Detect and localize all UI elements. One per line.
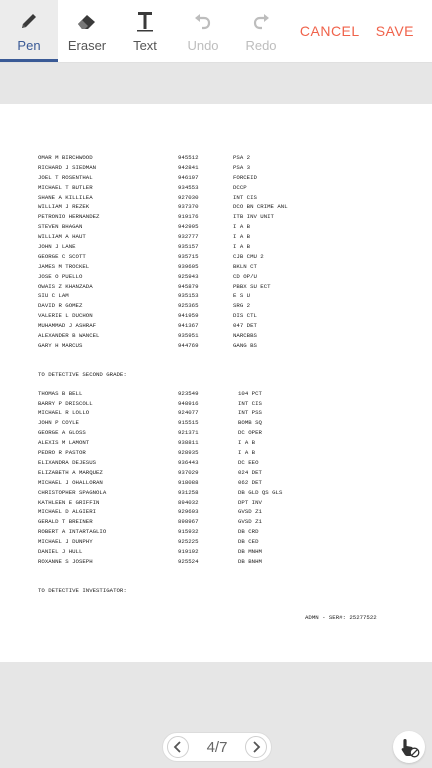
assignment: DCO BN CRIME ANL <box>233 203 288 211</box>
assignment: INT PSS <box>238 409 262 417</box>
undo-label: Undo <box>187 38 219 53</box>
tax-id: 946197 <box>178 173 199 181</box>
tax-id: 898967 <box>178 518 199 526</box>
member-name: MICHAEL D ALGIERI <box>38 508 97 516</box>
list-item <box>38 233 408 243</box>
text-label: Text <box>133 38 157 53</box>
list-item <box>38 253 408 263</box>
tax-id: 921371 <box>178 429 199 437</box>
tax-id: 937029 <box>178 468 199 476</box>
assignment: 024 DET <box>238 468 262 476</box>
member-name: MICHAEL R LOLLO <box>38 409 90 417</box>
spacer <box>38 568 408 587</box>
tax-id: 935715 <box>178 252 199 260</box>
member-name: BARRY P DRISCOLL <box>38 399 93 407</box>
assignment: DIS CTL <box>233 312 257 320</box>
text-icon <box>134 8 156 34</box>
assignment: 062 DET <box>238 478 262 486</box>
list-item <box>38 489 408 499</box>
assignment: INT CIS <box>238 399 262 407</box>
assignment: I A B <box>233 223 251 231</box>
tax-id: 939605 <box>178 262 199 270</box>
assignment: I A B <box>238 449 256 457</box>
member-name: GARY H MARCUS <box>38 341 83 349</box>
member-name: ROXANNE S JOSEPH <box>38 557 93 565</box>
member-name: JOSE O PUELLO <box>38 272 83 280</box>
tax-id: 924077 <box>178 409 199 417</box>
member-name: GERALD T BREINER <box>38 518 93 526</box>
assignment: I A B <box>238 439 256 447</box>
member-name: KATHLEEN E GRIFFIN <box>38 498 100 506</box>
assignment: BKLN CT <box>233 262 257 270</box>
assignment: SRG 2 <box>233 302 251 310</box>
list-item <box>38 400 408 410</box>
list-item <box>38 409 408 419</box>
redo-icon <box>250 8 272 34</box>
list-item <box>38 469 408 479</box>
list-item <box>38 558 408 568</box>
eraser-tool-button[interactable] <box>58 0 116 62</box>
assignment: PSA 2 <box>233 154 251 161</box>
hand-pointer-off-icon <box>398 736 420 758</box>
assignment: FORCEID <box>233 173 257 181</box>
member-name: PEDRO R PASTOR <box>38 449 86 457</box>
undo-button[interactable] <box>174 0 232 62</box>
tax-id: 931258 <box>178 488 199 496</box>
eraser-label: Eraser <box>67 38 107 53</box>
next-page-button[interactable] <box>245 736 267 758</box>
member-name: RICHARD J SIEDMAN <box>38 163 97 171</box>
text-tool-button[interactable] <box>116 0 174 62</box>
tax-id: 934553 <box>178 183 199 191</box>
save-button[interactable]: SAVE <box>375 23 414 39</box>
list-item <box>38 273 408 283</box>
document-reference: ADMN - SER#: 25277522 <box>305 614 377 621</box>
list-item <box>38 508 408 518</box>
member-name: GEORGE A GLOSS <box>38 429 86 437</box>
chevron-right-icon <box>251 741 261 753</box>
list-item <box>38 429 408 439</box>
assignment: 104 PCT <box>238 389 262 397</box>
tax-id: 942841 <box>178 163 199 171</box>
list-item <box>38 479 408 489</box>
assignment: DB MNHM <box>238 547 262 555</box>
tax-id: 935951 <box>178 332 199 340</box>
assignment: DB CED <box>238 538 259 546</box>
member-name: WILLIAM A HAUT <box>38 233 86 241</box>
member-name: OWAIS Z KHANZADA <box>38 282 93 290</box>
list-item <box>38 449 408 459</box>
member-name: MICHAEL J OHALLORAN <box>38 478 103 486</box>
assignment: BOMB SQ <box>238 419 262 427</box>
chevron-left-icon <box>173 741 183 753</box>
eraser-icon <box>75 8 99 34</box>
assignment: DPT INV <box>238 498 262 506</box>
tax-id: 925365 <box>178 302 199 310</box>
tax-id: 927030 <box>178 193 199 201</box>
list-item <box>38 292 408 302</box>
pen-icon <box>18 8 40 34</box>
tax-id: 945512 <box>178 154 199 161</box>
tax-id: 938811 <box>178 439 199 447</box>
member-name: ELIXANDRA DEJESUS <box>38 458 97 466</box>
tax-id: 935157 <box>178 243 199 251</box>
member-name: JOEL T ROSENTHAL <box>38 173 93 181</box>
assignment: CJB CMU 2 <box>233 252 264 260</box>
member-name: THOMAS B BELL <box>38 389 83 397</box>
list-item <box>38 499 408 509</box>
tax-id: 941367 <box>178 322 199 330</box>
tax-id: 915932 <box>178 528 199 536</box>
tax-id: 944769 <box>178 341 199 349</box>
assignment: DB BNHM <box>238 557 262 565</box>
list-item <box>38 203 408 213</box>
list-item <box>38 312 408 322</box>
tax-id: 929603 <box>178 508 199 516</box>
tax-id: 894032 <box>178 498 199 506</box>
member-name: STEVEN BHAGAN <box>38 223 83 231</box>
list-item <box>38 419 408 429</box>
spacer <box>38 352 408 371</box>
tax-id: 945879 <box>178 282 199 290</box>
assignment: DB GLD QS GLS <box>238 488 283 496</box>
list-item <box>38 263 408 273</box>
list-item <box>38 538 408 548</box>
tax-id: 948916 <box>178 399 199 407</box>
member-name: ROBERT A INTARTAGLIO <box>38 528 107 536</box>
tax-id: 937370 <box>178 203 199 211</box>
member-name: VALERIE L DUCHON <box>38 312 93 320</box>
list-item <box>38 322 408 332</box>
list-item <box>38 154 408 164</box>
list-item <box>38 223 408 233</box>
undo-icon <box>192 8 214 34</box>
assignment: I A B <box>233 243 251 251</box>
list-item <box>38 332 408 342</box>
list-item <box>38 194 408 204</box>
list-item <box>38 174 408 184</box>
list-item <box>38 243 408 253</box>
assignment: NARCBBS <box>233 332 257 340</box>
previous-page-button[interactable] <box>167 736 189 758</box>
assignment: I A B <box>233 233 251 241</box>
assignment: GVSD Z1 <box>238 518 262 526</box>
tax-id: 915515 <box>178 419 199 427</box>
tax-id: 932777 <box>178 233 199 241</box>
member-name: GEORGE C SCOTT <box>38 252 86 260</box>
document-text <box>38 154 408 597</box>
assignment: DC OPER <box>238 429 262 437</box>
cancel-button[interactable]: CANCEL <box>299 23 360 39</box>
member-name: ALEXANDER B WANCEL <box>38 332 100 340</box>
list-item <box>38 528 408 538</box>
promotion-list-group2 <box>38 390 408 568</box>
member-name: JAMES M TROCKEL <box>38 262 90 270</box>
document-page[interactable] <box>0 104 432 662</box>
page-navigator <box>162 732 272 762</box>
member-name: MUHAMMAD J ASHRAF <box>38 322 97 330</box>
tax-id: 941959 <box>178 312 199 320</box>
list-item <box>38 342 408 352</box>
tax-id: 936443 <box>178 458 199 466</box>
list-item <box>38 164 408 174</box>
tax-id: 935153 <box>178 292 199 300</box>
member-name: DANIEL J HULL <box>38 547 83 555</box>
member-name: DAVID R GOMEZ <box>38 302 83 310</box>
assignment: GANG BS <box>233 341 257 349</box>
member-name: WILLIAM J REZEK <box>38 203 90 211</box>
tax-id: 919192 <box>178 547 199 555</box>
list-item <box>38 213 408 223</box>
list-item <box>38 439 408 449</box>
tax-id: 942995 <box>178 223 199 231</box>
member-name: MICHAEL J DUNPHY <box>38 538 93 546</box>
assignment: ITB INV UNIT <box>233 213 274 221</box>
assignment: PBBX SU ECT <box>233 282 271 290</box>
list-item <box>38 548 408 558</box>
tax-id: 928935 <box>178 449 199 457</box>
assignment: E S U <box>233 292 251 300</box>
annotation-toolbar <box>0 0 432 63</box>
tax-id: 918088 <box>178 478 199 486</box>
assignment: CD OP/U <box>233 272 257 280</box>
member-name: CHRISTOPHER SPAGNOLA <box>38 488 107 496</box>
list-item <box>38 459 408 469</box>
list-item <box>38 390 408 400</box>
section-heading-second-grade: TO DETECTIVE SECOND GRADE: <box>38 370 127 378</box>
tax-id: 925524 <box>178 557 199 565</box>
section-heading-investigator: TO DETECTIVE INVESTIGATOR: <box>38 586 127 594</box>
member-name: SIU C LAM <box>38 292 69 300</box>
member-name: ELIZABETH A MARQUEZ <box>38 468 103 476</box>
touch-mode-button[interactable] <box>393 731 425 763</box>
list-item <box>38 302 408 312</box>
list-item <box>38 518 408 528</box>
redo-label: Redo <box>245 38 277 53</box>
pen-tool-button[interactable] <box>0 0 58 62</box>
member-name: JOHN P COYLE <box>38 419 79 427</box>
tax-id: 925225 <box>178 538 199 546</box>
assignment: DCCP <box>233 183 247 191</box>
assignment: PSA 3 <box>233 163 251 171</box>
page-indicator: 4/7 <box>206 738 228 756</box>
member-name: OMAR M BIRCHWOOD <box>38 154 93 161</box>
assignment: DC EEO <box>238 458 259 466</box>
assignment: 047 DET <box>233 322 257 330</box>
assignment: DB CRD <box>238 528 259 536</box>
pen-label: Pen <box>17 38 41 53</box>
assignment: GVSD Z1 <box>238 508 262 516</box>
member-name: PETRONIO HERNANDEZ <box>38 213 100 221</box>
spacer <box>38 381 408 390</box>
promotion-list-group1 <box>38 154 408 352</box>
tax-id: 919176 <box>178 213 199 221</box>
tax-id: 925943 <box>178 272 199 280</box>
member-name: JOHN J LANE <box>38 243 76 251</box>
member-name: MICHAEL T BUTLER <box>38 183 93 191</box>
member-name: SHANE A KILLILEA <box>38 193 93 201</box>
tax-id: 923549 <box>178 389 199 397</box>
member-name: ALEXIS M LAMONT <box>38 439 90 447</box>
redo-button[interactable] <box>232 0 290 62</box>
list-item <box>38 283 408 293</box>
assignment: INT CIS <box>233 193 257 201</box>
list-item <box>38 184 408 194</box>
